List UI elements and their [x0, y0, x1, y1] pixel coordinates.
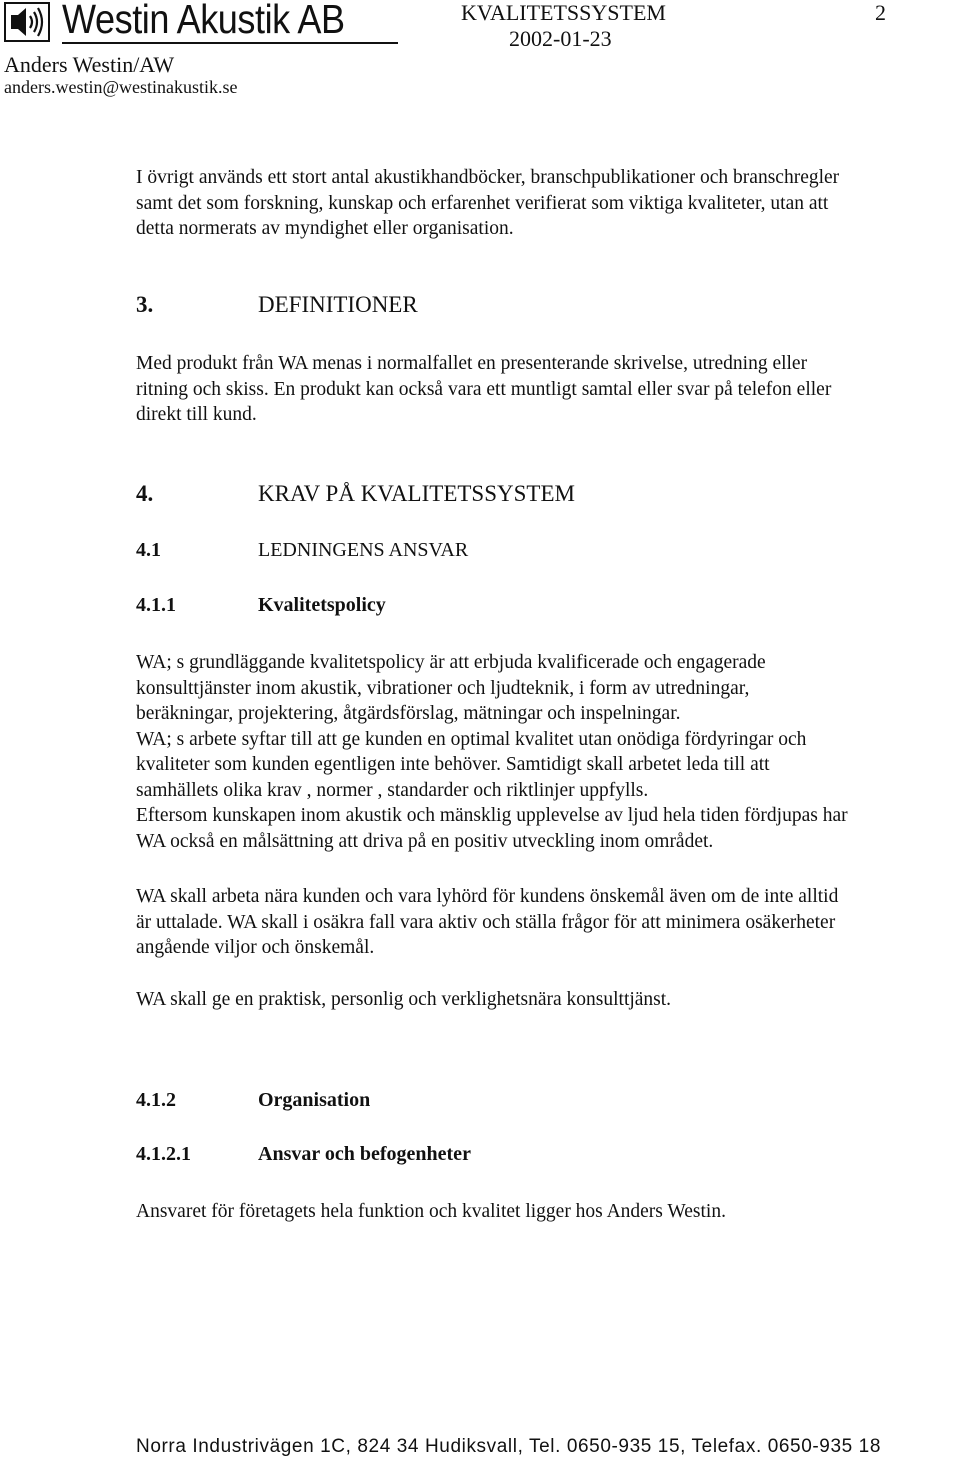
- text-line: beräkningar, projektering, åtgärdsförslag, mätningar och inspelningar.: [136, 703, 681, 724]
- text-line: Eftersom kunskapen inom akustik och mänsklig upplevelse av ljud hela tiden fördjupas har: [136, 805, 848, 826]
- text-line: kvaliteter som kunden egentligen inte behöver. Samtidigt skall arbetet leda till att: [136, 754, 770, 775]
- text-line: samt det som forskning, kunskap och erfarenhet verifierat som viktiga kvaliteter, utan att: [136, 192, 829, 214]
- author-email: anders.westin@westinakustik.se: [4, 77, 238, 97]
- responsibility-paragraph: [136, 1199, 726, 1225]
- intro-paragraph: [136, 165, 839, 242]
- company-underline: [62, 42, 398, 44]
- text-line: direkt till kund.: [136, 404, 257, 425]
- text-line: ritning och skiss. En produkt kan också vara ett muntligt samtal eller svar på telefon eller: [136, 378, 832, 400]
- text-line: WA skall ge en praktisk, personlig och verklighetsnära konsulttjänst.: [136, 989, 672, 1010]
- section-4-1-2-title: Organisation: [258, 1089, 371, 1111]
- section-4-1-2-number: 4.1.2: [136, 1089, 176, 1111]
- page-number: 2: [875, 0, 886, 25]
- section-4-1-title: LEDNINGENS ANSVAR: [258, 539, 469, 561]
- policy-paragraph-3: [136, 987, 671, 1013]
- section-4-title: KRAV PÅ KVALITETSSYSTEM: [258, 481, 575, 506]
- section-4-1-number: 4.1: [136, 539, 161, 561]
- text-line: WA; s grundläggande kvalitetspolicy är att erbjuda kvalificerade och engagerade: [136, 652, 766, 673]
- policy-paragraph-2: [136, 884, 838, 961]
- company-name: Westin Akustik AB: [62, 0, 345, 42]
- footer-address: Norra Industrivägen 1C, 824 34 Hudiksvall, Tel. 0650-935 15, Telefax. 0650-935 18: [136, 1436, 882, 1457]
- section-4-1-2-1-title: Ansvar och befogenheter: [258, 1143, 471, 1165]
- text-line: konsulttjänster inom akustik, vibrationer och ljudteknik, i form av utredningar,: [136, 677, 750, 699]
- text-line: samhällets olika krav , normer , standarder och riktlinjer uppfylls.: [136, 779, 649, 801]
- text-line: WA också en målsättning att driva på en positiv utveckling inom området.: [136, 830, 714, 852]
- document-date: 2002-01-23: [509, 26, 612, 51]
- section-4-1-1-number: 4.1.1: [136, 594, 176, 616]
- speaker-waves-logo-icon: [4, 2, 50, 42]
- text-line: Ansvaret för företagets hela funktion och kvalitet ligger hos Anders Westin.: [136, 1201, 726, 1222]
- document-title: KVALITETSSYSTEM: [461, 0, 666, 25]
- policy-paragraph-1: [136, 650, 848, 854]
- text-line: angående viljor och önskemål.: [136, 937, 375, 958]
- section-3-paragraph: [136, 351, 831, 428]
- section-4-1-1-title: Kvalitetspolicy: [258, 594, 386, 616]
- text-line: är uttalade. WA skall i osäkra fall vara aktiv och ställa frågor för att minimera osäkerheter: [136, 911, 836, 933]
- author-name: Anders Westin/AW: [4, 52, 175, 77]
- text-line: WA; s arbete syftar till att ge kunden en optimal kvalitet utan onödiga fördyringar och: [136, 728, 807, 750]
- text-line: detta normerats av myndighet eller organisation.: [136, 218, 514, 239]
- text-line: WA skall arbeta nära kunden och vara lyhörd för kundens önskemål även om de inte alltid: [136, 886, 839, 907]
- section-4-1-2-1-number: 4.1.2.1: [136, 1143, 191, 1165]
- section-4-number: 4.: [136, 481, 154, 506]
- text-line: I övrigt används ett stort antal akustikhandböcker, branschpublikationer och branschregler: [136, 167, 840, 188]
- text-line: Med produkt från WA menas i normalfallet en presenterande skrivelse, utredning eller: [136, 353, 808, 374]
- section-3-number: 3.: [136, 292, 154, 317]
- section-3-title: DEFINITIONER: [258, 292, 418, 317]
